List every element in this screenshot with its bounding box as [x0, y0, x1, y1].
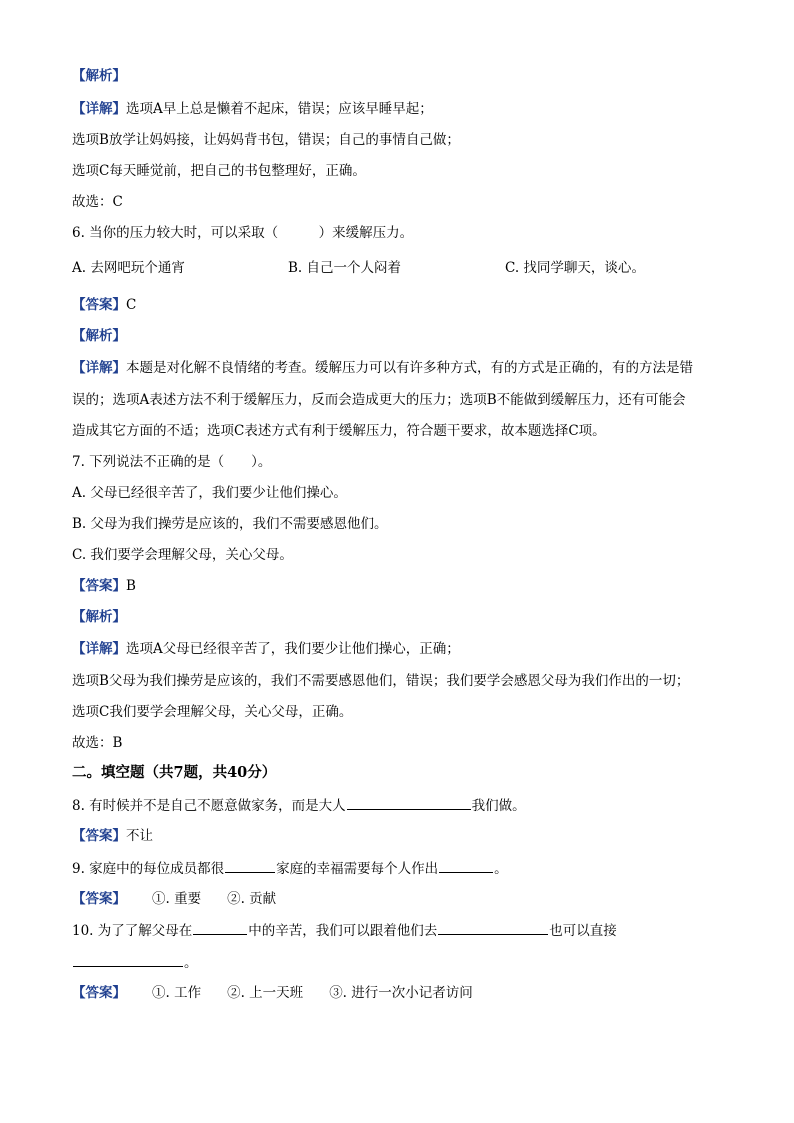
q6-answer-line: [72, 295, 136, 315]
fill-blank[interactable]: [439, 858, 493, 873]
fill-blank[interactable]: [73, 952, 183, 967]
q6-detail-line: [72, 358, 693, 378]
q8-answer-line: [72, 826, 153, 846]
question-9-stem: [72, 858, 508, 879]
question-10-stem: [72, 920, 617, 941]
question-7-stem: 7. 下列说法不正确的是（ ）。: [72, 454, 272, 470]
detail-line: [72, 99, 433, 119]
answer-tag: 【答案】: [72, 985, 126, 1001]
q9-stem-b: 家庭的幸福需要每个人作出: [276, 861, 439, 877]
choice-line: 故选：C: [72, 194, 123, 210]
q7-detail-line: [72, 639, 460, 659]
detail-line: 选项B放学让妈妈接，让妈妈背书包，错误；自己的事情自己做；: [72, 132, 460, 148]
q6-option-c-mark: 。: [631, 260, 645, 276]
q7-detail-line: 选项C我们要学会理解父母，关心父母，正确。: [72, 704, 353, 720]
q6-option-a: A. 去网吧玩个通宵: [72, 260, 185, 276]
q10-stem-b: 中的辛苦，我们可以跟着他们去: [248, 923, 438, 939]
detail-tag: 【详解】: [72, 101, 126, 117]
fill-blank[interactable]: [347, 795, 471, 810]
q9-answer-line: [72, 889, 276, 909]
q7-answer-line: [72, 576, 136, 596]
q10-stem-c: 也可以直接: [549, 923, 617, 939]
q10-answer-3: ③. 进行一次小记者访问: [329, 985, 473, 1001]
detail-line: 选项C每天睡觉前，把自己的书包整理好，正确。: [72, 163, 366, 179]
analysis-heading: [72, 66, 126, 86]
q10-stem-a: 10. 为了了解父母在: [72, 923, 193, 939]
q10-answer-line: [72, 983, 473, 1003]
q7-option-b: B. 父母为我们操劳是应该的，我们不需要感恩他们。: [72, 516, 388, 532]
q10-answer-2: ②. 上一天班: [227, 985, 304, 1001]
q7-analysis-heading: [72, 607, 126, 627]
detail-text: 选项A早上总是懒着不起床，错误；应该早睡早起；: [126, 101, 433, 117]
q6-detail-line: 造成其它方面的不适；选项C表述方式有利于缓解压力，符合题干要求，故本题选择C项。: [72, 423, 606, 439]
q10-answer-1: ①. 工作: [152, 985, 202, 1001]
answer-tag: 【答案】: [72, 297, 126, 313]
section-title: 二。填空题（共7题，共40分）: [72, 764, 277, 781]
q7-option-a: A. 父母已经很辛苦了，我们要少让他们操心。: [72, 485, 347, 501]
q7-answer: B: [126, 578, 136, 594]
q9-answer-1: ①. 重要: [152, 891, 202, 907]
detail-tag: 【详解】: [72, 641, 126, 657]
q6-answer: C: [126, 297, 137, 313]
q10-stem-d: 。: [184, 955, 198, 971]
detail-text: 本题是对化解不良情绪的考查。缓解压力可以有许多种方式，有的方式是正确的，有的方法是错: [126, 360, 693, 376]
question-6-stem: 6. 当你的压力较大时，可以采取（ ）来缓解压力。: [72, 225, 414, 241]
detail-tag: 【详解】: [72, 360, 126, 376]
answer-tag: 【答案】: [72, 578, 126, 594]
q9-answer-2: ②. 贡献: [227, 891, 277, 907]
fill-blank[interactable]: [438, 920, 548, 935]
q9-stem-a: 9. 家庭中的每位成员都很: [72, 861, 225, 877]
q8-answer: 不让: [126, 828, 153, 844]
question-8-stem: [72, 795, 526, 816]
question-10-stem-cont: [72, 952, 198, 973]
q7-choice-line: 故选：B: [72, 735, 123, 751]
q6-analysis-heading: [72, 326, 126, 346]
fill-blank[interactable]: [193, 920, 247, 935]
detail-text: 选项A父母已经很辛苦了，我们要少让他们操心，正确；: [126, 641, 460, 657]
analysis-tag: 【解析】: [72, 328, 126, 344]
analysis-tag: 【解析】: [72, 609, 126, 625]
q8-stem-a: 8. 有时候并不是自己不愿意做家务，而是大人: [72, 798, 346, 814]
analysis-tag: 【解析】: [72, 68, 126, 84]
q8-stem-b: 我们做。: [471, 798, 526, 814]
q6-option-c-text: C. 找同学聊天，谈心: [505, 260, 632, 276]
q9-stem-c: 。: [494, 861, 508, 877]
answer-tag: 【答案】: [72, 828, 126, 844]
answer-tag: 【答案】: [72, 891, 126, 907]
q6-detail-line: 误的；选项A表述方法不利于缓解压力，反而会造成更大的压力；选项B不能做到缓解压力，还有可能会: [72, 392, 686, 408]
q6-option-b: B. 自己一个人闷着: [288, 260, 402, 276]
q6-option-c: [505, 258, 645, 278]
fill-blank[interactable]: [225, 858, 275, 873]
q7-detail-line: 选项B父母为我们操劳是应该的，我们不需要感恩他们，错误；我们要学会感恩父母为我们作出的一切；: [72, 673, 690, 689]
q7-option-c: C. 我们要学会理解父母，关心父母。: [72, 547, 293, 563]
